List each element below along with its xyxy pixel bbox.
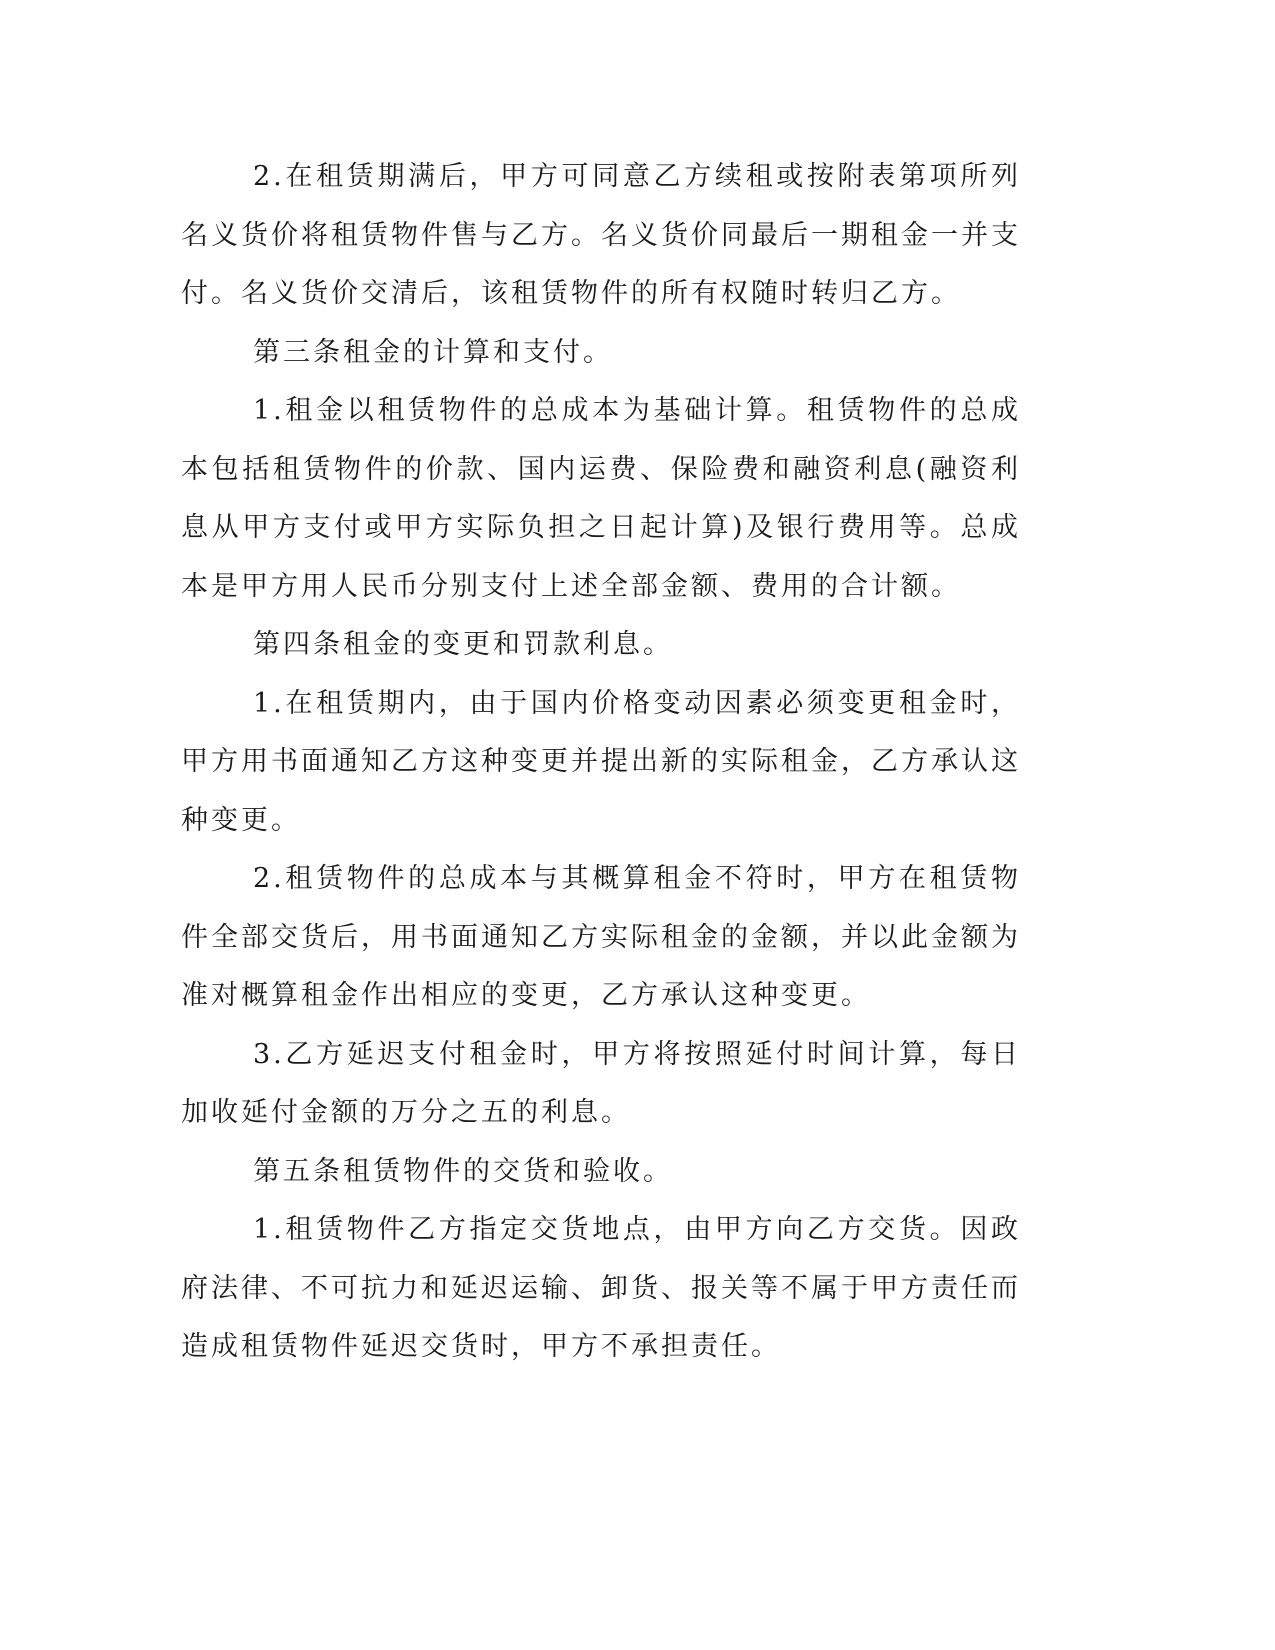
- paragraph-rent-change-cost: 2.租赁物件的总成本与其概算租金不符时，甲方在租赁物件全部交货后，用书面通知乙方实际租金的金额，并以此金额为准对概算租金作出相应的变更，乙方承认这种变更。: [181, 863, 1021, 1011]
- heading-article-3: 第三条租金的计算和支付。: [253, 336, 613, 368]
- heading-article-5: 第五条租赁物件的交货和验收。: [253, 1155, 673, 1187]
- paragraph-rent-calculation: 1.租金以租赁物件的总成本为基础计算。租赁物件的总成本包括租赁物件的价款、国内运费、保险费和融资利息(融资利息从甲方支付或甲方实际负担之日起计算)及银行费用等。总成本是甲方用人民币分别支付上述全部金额、费用的合计额。: [181, 395, 1021, 602]
- paragraph-rent-change-price: 1.在租赁期内，由于国内价格变动因素必须变更租金时，甲方用书面通知乙方这种变更并提出新的实际租金，乙方承认这种变更。: [181, 687, 1021, 836]
- paragraph-late-interest: 3.乙方延迟支付租金时，甲方将按照延付时间计算，每日加收延付金额的万分之五的利息。: [181, 1038, 1021, 1128]
- document-page: [181, 148, 1021, 1377]
- paragraph-renewal-purchase: 2.在租赁期满后，甲方可同意乙方续租或按附表第项所列名义货价将租赁物件售与乙方。名义货价同最后一期租金一并支付。名义货价交清后，该租赁物件的所有权随时转归乙方。: [181, 161, 1021, 309]
- heading-article-4: 第四条租金的变更和罚款利息。: [253, 629, 673, 660]
- paragraph-delivery: 1.租赁物件乙方指定交货地点，由甲方向乙方交货。因政府法律、不可抗力和延迟运输、卸货、报关等不属于甲方责任而造成租赁物件延迟交货时，甲方不承担责任。: [181, 1214, 1021, 1362]
